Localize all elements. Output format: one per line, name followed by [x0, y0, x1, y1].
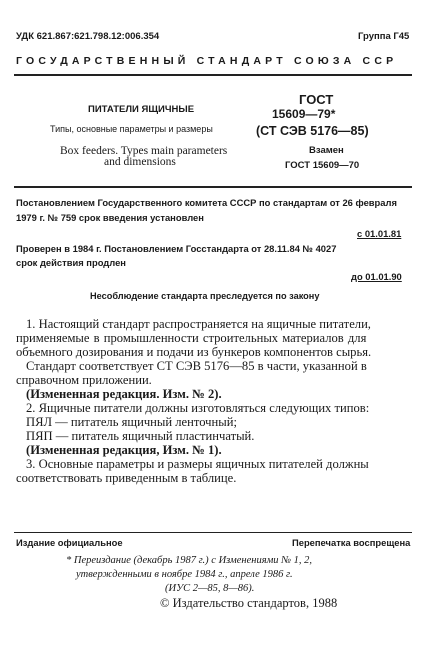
standard-banner: ГОСУДАРСТВЕННЫЙ СТАНДАРТ СОЮЗА ССР	[16, 55, 398, 67]
footer-rule	[14, 532, 412, 533]
replaces-label: Взамен	[309, 145, 344, 156]
para1-line1: 1. Настоящий стандарт распространяется на ящичные питатели,	[26, 317, 371, 331]
decree-line1: Постановлением Государственного комитета СССР по стандартам от 26 февраля	[16, 197, 397, 208]
subtitle-ru: Типы, основные параметры и размеры	[50, 124, 213, 134]
title-rule	[14, 186, 412, 188]
udk-code: УДК 621.867:621.798.12:006.354	[16, 31, 160, 42]
reprint-note-line1: * Переиздание (декабрь 1987 г.) с Изменениями № 1, 2,	[66, 555, 313, 566]
para4-line1: 3. Основные параметры и размеры ящичных питателей должны	[26, 457, 369, 471]
st-sev-number: (СТ СЭВ 5176—85)	[256, 124, 369, 138]
title-en-line1: Box feeders. Types main parameters	[60, 145, 228, 157]
copyright: © Издательство стандартов, 1988	[160, 596, 338, 610]
revision-note-1: (Измененная редакция. Изм. № 2).	[26, 387, 222, 401]
extended-date: до 01.01.90	[351, 271, 402, 282]
type-pyap: ПЯП — питатель ящичный пластинчатый.	[26, 429, 255, 443]
type-pyal: ПЯЛ — питатель ящичный ленточный;	[26, 415, 237, 429]
para1-line3: объемного дозирования и подачи из бункеров компонентов сырья.	[16, 345, 372, 359]
official-edition: Издание официальное	[16, 537, 123, 548]
revision-note-2: (Измененная редакция, Изм. № 1).	[26, 443, 222, 457]
check-line1: Проверен в 1984 г. Постановлением Госстандарта от 28.11.84 № 4027	[16, 243, 337, 254]
decree-line2: 1979 г. № 759 срок введения установлен	[16, 212, 204, 223]
title-ru: ПИТАТЕЛИ ЯЩИЧНЫЕ	[88, 104, 195, 115]
law-warning: Несоблюдение стандарта преследуется по закону	[90, 291, 320, 301]
gost-label: ГОСТ	[299, 92, 334, 107]
para2-line2: справочном приложении.	[16, 373, 152, 387]
header-rule	[14, 74, 412, 76]
reprint-note-line3: (ИУС 2—85, 8—86).	[165, 583, 255, 594]
group-code: Группа Г45	[358, 31, 410, 42]
gost-number: 15609—79*	[272, 107, 336, 121]
para3: 2. Ящичные питатели должны изготовляться следующих типов:	[26, 401, 370, 415]
reprint-note-line2: утвержденными в ноябре 1984 г., апреле 1986 г.	[76, 569, 293, 580]
effective-date: с 01.01.81	[357, 228, 402, 239]
replaces-gost: ГОСТ 15609—70	[285, 160, 360, 171]
reprint-prohibited: Перепечатка воспрещена	[292, 537, 411, 548]
check-line2: срок действия продлен	[16, 257, 126, 268]
title-en-line2: and dimensions	[104, 156, 176, 168]
para1-line2: применяемые в промышленности строительных материалов для	[16, 331, 367, 345]
para2-line1: Стандарт соответствует СТ СЭВ 5176—85 в части, указанной в	[26, 359, 367, 373]
para4-line2: соответствовать приведенным в таблице.	[16, 471, 237, 485]
